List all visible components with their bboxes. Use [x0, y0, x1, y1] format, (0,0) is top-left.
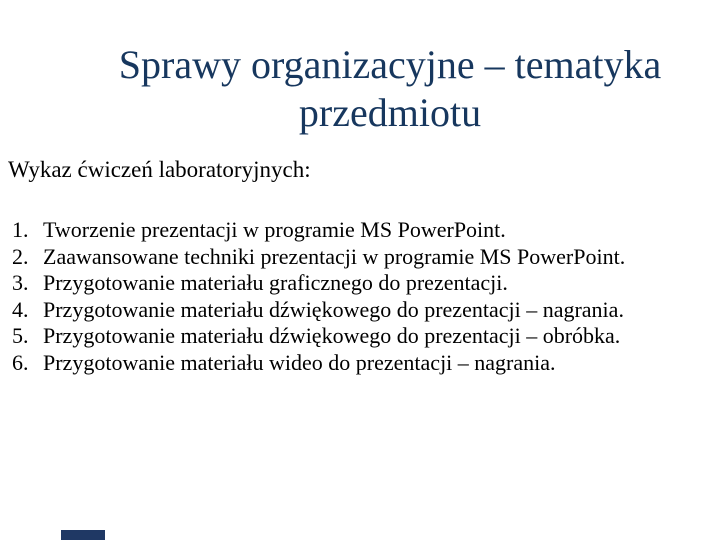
list-item-text: Przygotowanie materiału wideo do prezentacji – nagrania. [43, 349, 556, 375]
list-item [12, 297, 716, 324]
list-item-number: 5. [12, 323, 29, 348]
list-item [12, 270, 716, 297]
list-item [12, 244, 716, 271]
list-item-text: Przygotowanie materiału graficznego do prezentacji. [43, 270, 508, 295]
list-item [12, 217, 716, 244]
list-item-number: 6. [12, 349, 29, 375]
footer-accent-mark [61, 530, 105, 540]
list-item-number: 2. [12, 243, 29, 269]
list-item [12, 323, 716, 350]
list-item-text: Zaawansowane techniki prezentacji w programie MS PowerPoint. [43, 243, 626, 269]
lab-exercises-list [12, 217, 716, 376]
list-item-number: 1. [12, 217, 29, 242]
list-item-number: 4. [12, 296, 29, 322]
list-item [12, 350, 716, 377]
list-item-number: 3. [12, 270, 29, 295]
intro-text: Wykaz ćwiczeń laboratoryjnych: [8, 157, 311, 182]
slide-title-line-1: Sprawy organizacyjne – tematyka [118, 41, 662, 87]
list-item-text: Tworzenie prezentacji w programie MS PowerPoint. [43, 217, 506, 242]
slide-title [60, 41, 720, 137]
list-item-text: Przygotowanie materiału dźwiękowego do prezentacji – obróbka. [43, 323, 621, 348]
list-item-text: Przygotowanie materiału dźwiękowego do prezentacji – nagrania. [43, 296, 624, 322]
slide-title-line-2: przedmiotu [298, 89, 482, 135]
